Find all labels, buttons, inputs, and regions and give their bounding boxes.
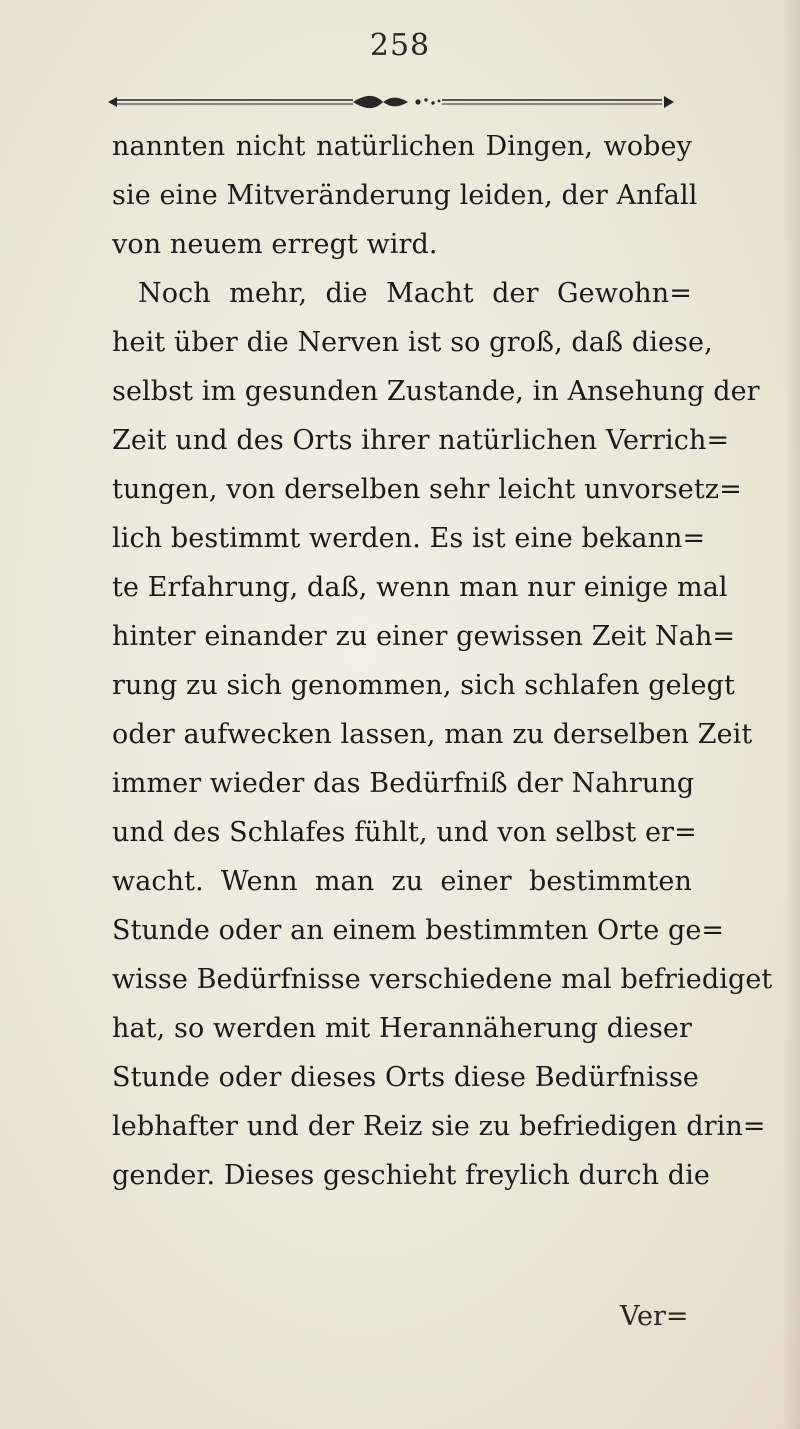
text-line: Zeit und des Orts ihrer natürlichen Verrich= [112, 425, 730, 456]
rule-center-ornament [353, 96, 440, 108]
text-line: Noch mehr, die Macht der Gewohn= [138, 278, 692, 309]
text-line: oder aufwecken lassen, man zu derselben Zeit [112, 719, 753, 750]
text-line: nannten nicht natürlichen Dingen, wobey [112, 131, 692, 162]
rule-right-arrow [664, 96, 674, 108]
text-line: te Erfahrung, daß, wenn man nur einige mal [112, 572, 728, 603]
text-line: von neuem erregt wird. [112, 229, 438, 260]
text-line: wisse Bedürfnisse verschiedene mal befriediget [112, 964, 773, 995]
text-line: und des Schlafes fühlt, und von selbst er= [112, 817, 697, 848]
ornamental-rule [108, 92, 674, 112]
page-edge-shadow [784, 0, 800, 1429]
rule-left-arrow [108, 97, 117, 107]
text-line: Stunde oder dieses Orts diese Bedürfnisse [112, 1062, 699, 1093]
text-line: wacht. Wenn man zu einer bestimmten [112, 866, 692, 897]
text-line: hat, so werden mit Herannäherung dieser [112, 1013, 692, 1044]
text-line: heit über die Nerven ist so groß, daß diese, [112, 327, 713, 358]
text-line: gender. Dieses geschieht freylich durch die [112, 1160, 710, 1191]
text-block [112, 122, 773, 1200]
text-line: rung zu sich genommen, sich schlafen gelegt [112, 670, 735, 701]
text-line: lebhafter und der Reiz sie zu befriedigen drin= [112, 1111, 766, 1142]
catchword: Ver= [620, 1301, 689, 1332]
text-line: selbst im gesunden Zustande, in Ansehung der [112, 376, 760, 407]
text-line: sie eine Mitveränderung leiden, der Anfall [112, 180, 698, 211]
text-line: lich bestimmt werden. Es ist eine bekann= [112, 523, 706, 554]
page-number: 258 [369, 28, 431, 63]
text-line: immer wieder das Bedürfniß der Nahrung [112, 768, 695, 799]
text-line: tungen, von derselben sehr leicht unvorsetz= [112, 474, 742, 505]
text-line: Stunde oder an einem bestimmten Orte ge= [112, 915, 725, 946]
text-line: hinter einander zu einer gewissen Zeit Nah= [112, 621, 736, 652]
